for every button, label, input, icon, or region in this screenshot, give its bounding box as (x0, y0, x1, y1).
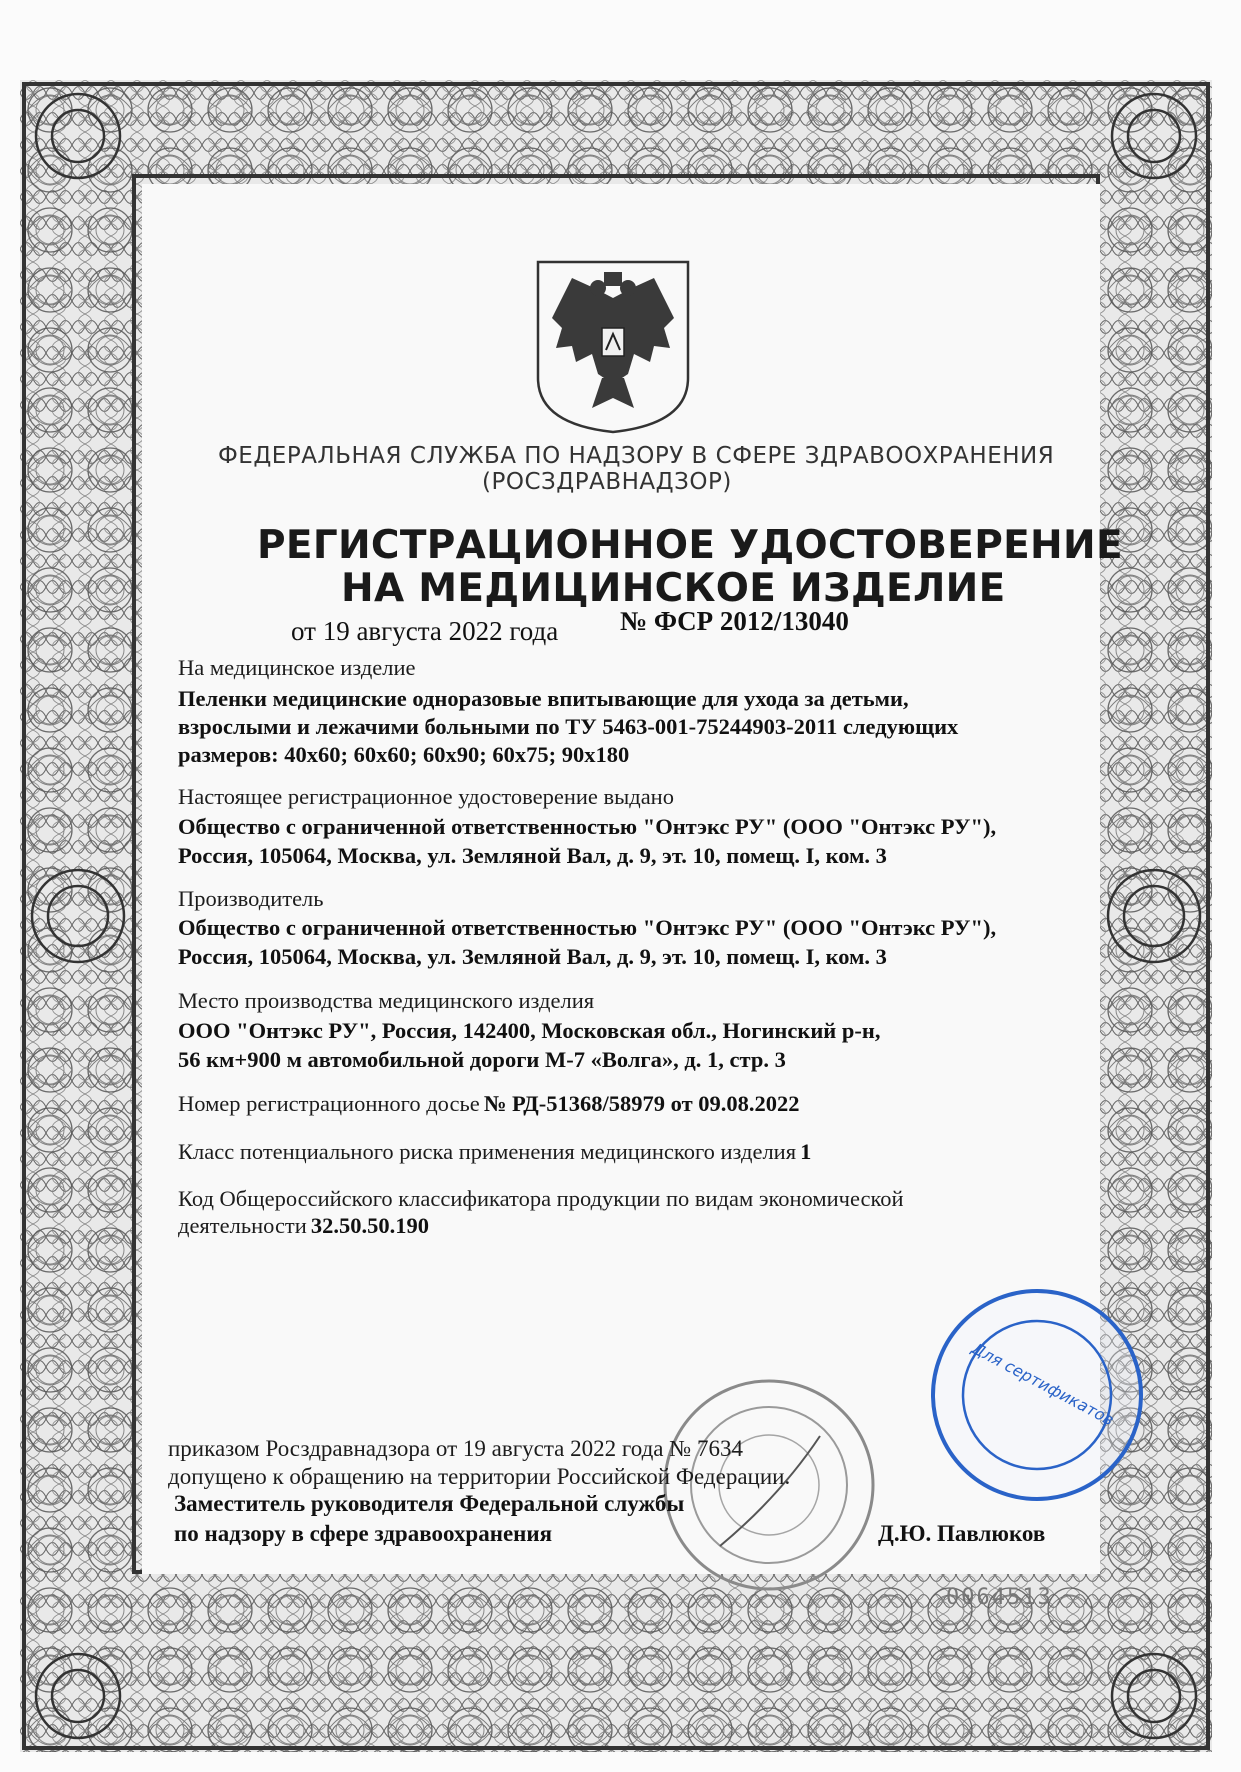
dossier-value: № РД-51368/58979 от 09.08.2022 (483, 1091, 800, 1116)
risk-class-label: Класс потенциального риска применения медицинского изделия (178, 1139, 797, 1164)
device-name-line3: размеров: 40х60; 60х60; 60х90; 60х75; 90х180 (178, 742, 630, 767)
okpd-label-line1: Код Общероссийского классификатора продукции по видам экономической (178, 1186, 904, 1211)
okpd-line2 (178, 1213, 429, 1239)
holder-label: Настоящее регистрационное удостоверение выдано (178, 784, 674, 809)
manufacturer-line2: Россия, 105064, Москва, ул. Земляной Вал, д. 9, эт. 10, помещ. I, ком. 3 (178, 944, 887, 969)
company-round-stamp (926, 1284, 1148, 1506)
agency-abbreviation: (РОСЗДРАВНАДЗОР) (482, 469, 732, 495)
issue-date: от 19 августа 2022 года (291, 616, 559, 646)
order-line2: допущено к обращению на территории Российской Федерации. (168, 1464, 791, 1489)
production-site-line1: ООО "Онтэкс РУ", Россия, 142400, Московская обл., Ногинский р-н, (178, 1018, 881, 1043)
okpd-value: 32.50.50.190 (310, 1213, 429, 1238)
document-title-line2: НА МЕДИЦИНСКОЕ ИЗДЕЛИЕ (341, 566, 1006, 611)
signatory-position-line2: по надзору в сфере здравоохранения (174, 1521, 553, 1546)
registration-number: № ФСР 2012/13040 (620, 606, 849, 636)
stamp-inner-text: Для сертификатов (968, 1338, 1118, 1430)
manufacturer-line1: Общество с ограниченной ответственностью "Онтэкс РУ" (ООО "Онтэкс РУ"), (178, 915, 997, 940)
signatory-name: Д.Ю. Павлюков (878, 1521, 1046, 1546)
order-line1: приказом Росздравнадзора от 19 августа 2022 года № 7634 (168, 1436, 743, 1461)
production-site-line2: 56 км+900 м автомобильной дороги М-7 «Волга», д. 1, стр. 3 (178, 1047, 786, 1072)
device-name-line1: Пеленки медицинские одноразовые впитывающие для ухода за детьми, (178, 686, 909, 711)
holder-line2: Россия, 105064, Москва, ул. Земляной Вал, д. 9, эт. 10, помещ. I, ком. 3 (178, 843, 887, 868)
device-name-line2: взрослыми и лежачими больными по ТУ 5463-001-75244903-2011 следующих (178, 714, 959, 739)
device-label: На медицинское изделие (178, 655, 416, 680)
signatory-position-line1: Заместитель руководителя Федеральной службы (174, 1491, 685, 1516)
manufacturer-label: Производитель (178, 886, 324, 911)
document-title-line1: РЕГИСТРАЦИОННОЕ УДОСТОВЕРЕНИЕ (257, 523, 1123, 568)
okpd-label-line2: деятельности (178, 1213, 307, 1238)
holder-line1: Общество с ограниченной ответственностью "Онтэкс РУ" (ООО "Онтэкс РУ"), (178, 814, 997, 839)
form-serial-number: 0064513 (946, 1585, 1053, 1610)
risk-class-line (178, 1139, 811, 1165)
russian-coat-of-arms-icon (532, 258, 694, 436)
risk-class-value: 1 (800, 1139, 812, 1164)
agency-name: ФЕДЕРАЛЬНАЯ СЛУЖБА ПО НАДЗОРУ В СФЕРЕ ЗДРАВООХРАНЕНИЯ (218, 443, 1055, 469)
dossier-line (178, 1091, 800, 1117)
production-site-label: Место производства медицинского изделия (178, 988, 595, 1013)
dossier-label: Номер регистрационного досье (178, 1091, 480, 1116)
